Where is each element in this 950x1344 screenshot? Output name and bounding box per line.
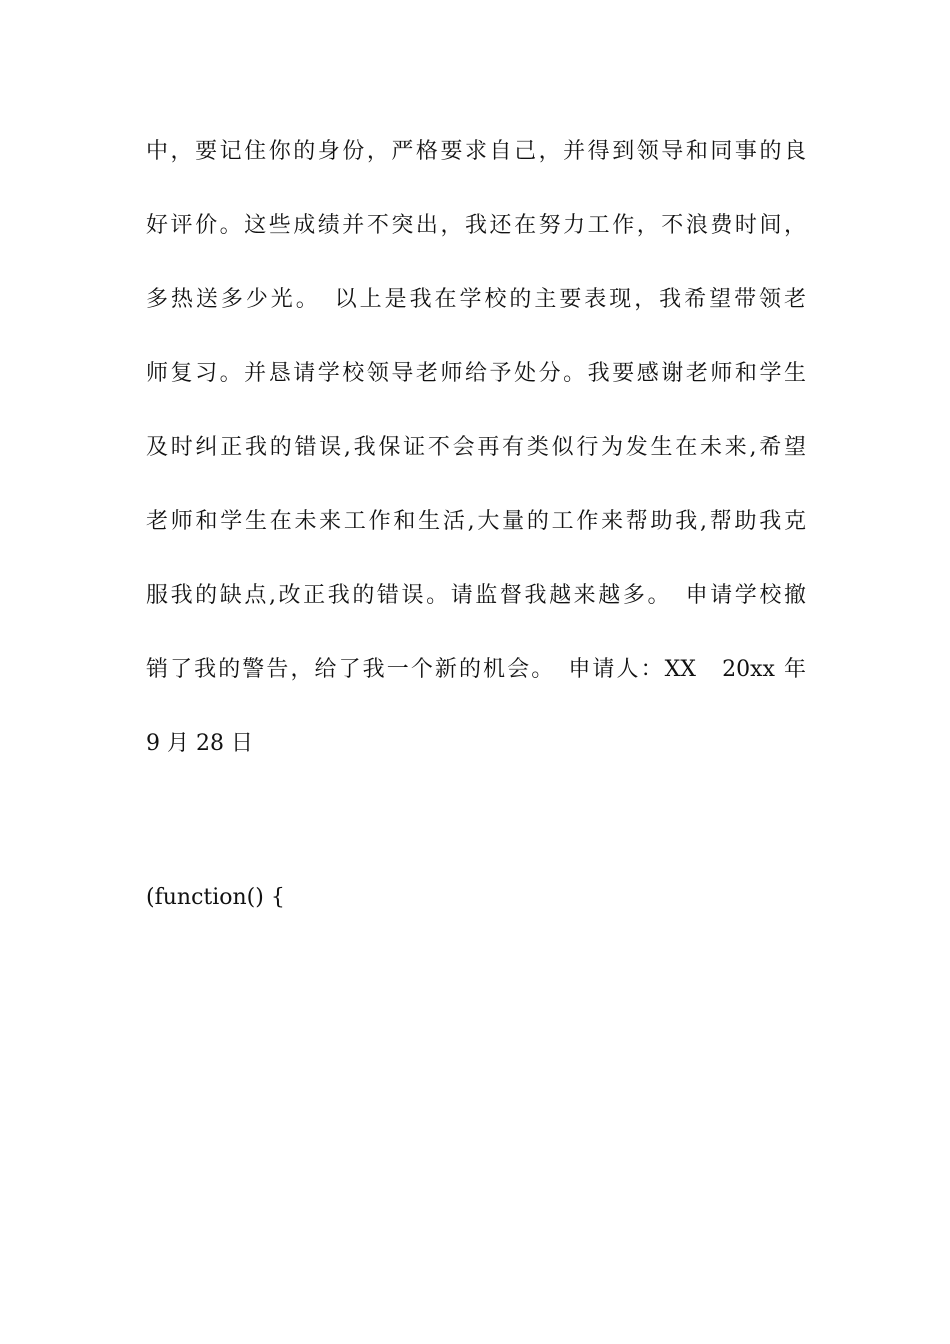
- paragraph-line-9-date: 9 月 28 日: [146, 731, 253, 756]
- paragraph-line-8: 销了我的警告，给了我一个新的机会。 申请人：XX 20xx 年: [146, 657, 806, 682]
- paragraph-line-1: 中，要记住你的身份，严格要求自己，并得到领导和同事的良: [146, 139, 806, 164]
- paragraph-line-6: 老师和学生在未来工作和生活,大量的工作来帮助我,帮助我克: [146, 509, 806, 534]
- paragraph-line-4: 师复习。并恳请学校领导老师给予处分。我要感谢老师和学生: [146, 361, 806, 386]
- code-snippet: (function() {: [146, 885, 285, 910]
- paragraph-line-5: 及时纠正我的错误,我保证不会再有类似行为发生在未来,希望: [146, 435, 806, 460]
- paragraph-line-3: 多热送多少光。 以上是我在学校的主要表现，我希望带领老: [146, 287, 806, 312]
- paragraph-line-7: 服我的缺点,改正我的错误。请监督我越来越多。 申请学校撤: [146, 583, 806, 608]
- paragraph-line-2: 好评价。这些成绩并不突出，我还在努力工作，不浪费时间，: [146, 213, 806, 238]
